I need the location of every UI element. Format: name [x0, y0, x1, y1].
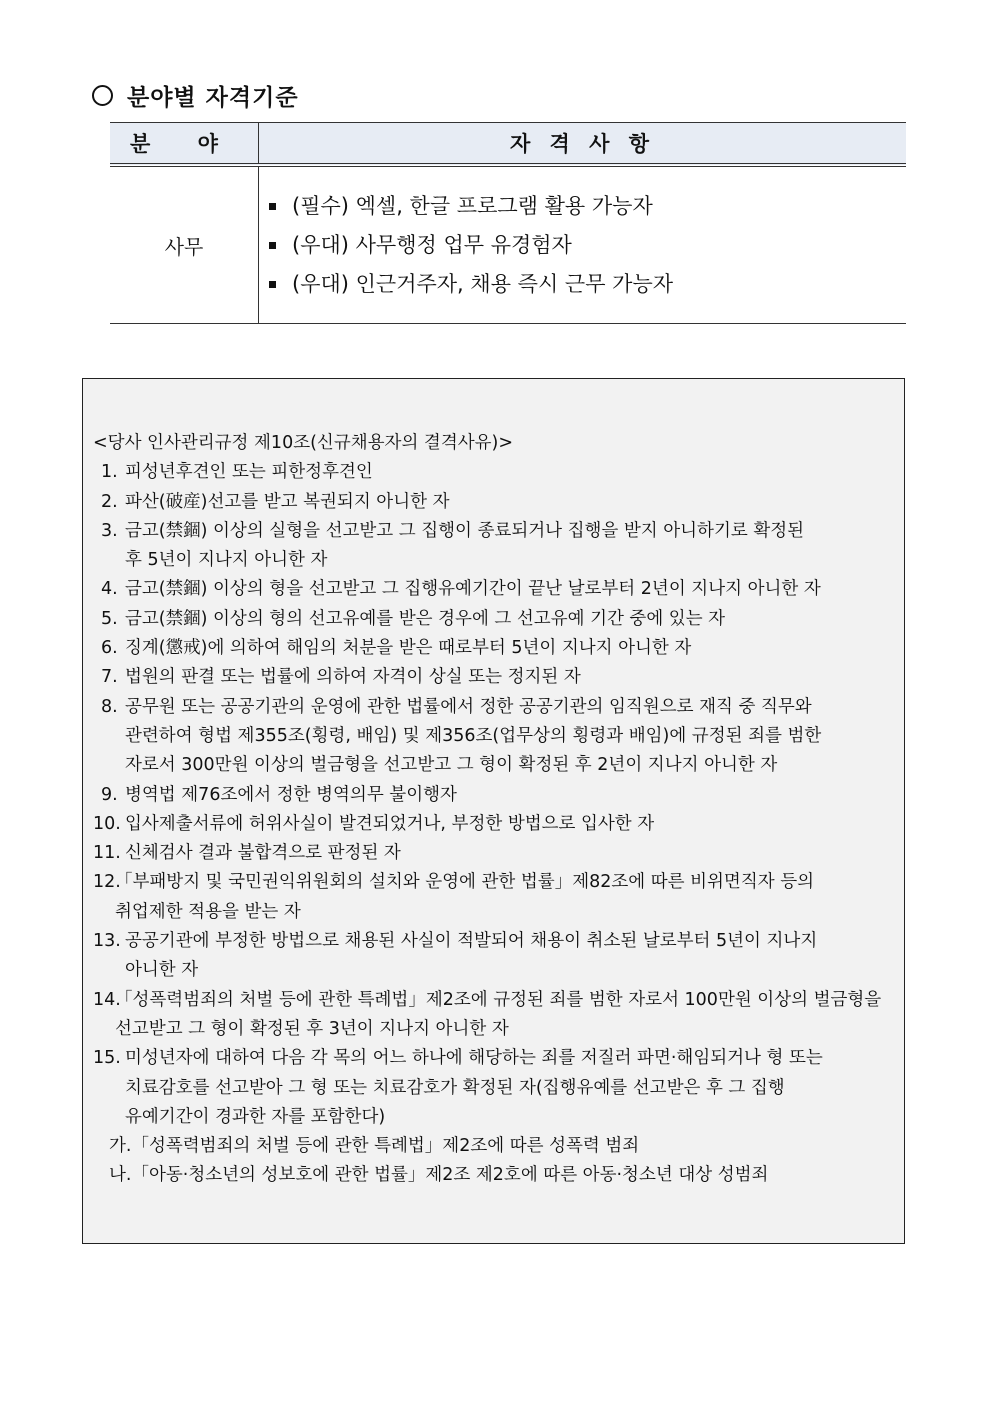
rule-text: 신체검사 결과 불합격으로 판정된 자	[125, 843, 401, 864]
list-item	[93, 575, 896, 604]
rule-number: 13.	[93, 931, 121, 952]
requirements-cell	[259, 165, 907, 324]
list-item	[93, 839, 896, 868]
rule-number: 5.	[101, 608, 118, 629]
rule-number: 4.	[101, 579, 118, 600]
circle-bullet-icon	[92, 85, 113, 106]
rule-text: 피성년후견인 또는 피한정후견인	[125, 462, 373, 483]
square-bullet-icon	[269, 281, 276, 288]
rule-number: 1.	[101, 462, 118, 483]
list-item	[93, 927, 896, 986]
list-item	[93, 458, 896, 487]
header-requirements: 자 격 사 항	[259, 123, 907, 166]
rule-number: 7.	[101, 667, 118, 688]
square-bullet-icon	[269, 203, 276, 210]
rules-list	[93, 458, 896, 1132]
rule-text: 유예기간이 경과한 자를 포함한다)	[125, 1106, 386, 1127]
rule-number: 3.	[101, 520, 118, 541]
rule-number: 15.	[93, 1048, 121, 1069]
requirement-text: (우대) 인근거주자, 채용 즉시 근무 가능자	[292, 271, 674, 296]
list-item	[93, 488, 896, 517]
rule-text: 입사제출서류에 허위사실이 발견되었거나, 부정한 방법으로 입사한 자	[125, 813, 655, 834]
list-item	[93, 693, 896, 781]
rule-text: 관련하여 형법 제355조(횡령, 배임) 및 제356조(업무상의 횡령과 배임)에 규정된 죄를 범한	[125, 725, 822, 746]
qualification-table	[110, 122, 906, 324]
square-bullet-icon	[269, 242, 276, 249]
list-item	[93, 517, 896, 576]
rule-text: 후 5년이 지나지 아니한 자	[125, 550, 328, 571]
list-item	[269, 187, 906, 226]
section-title-text: 분야별 자격기준	[127, 84, 299, 111]
table-row	[110, 165, 906, 324]
requirement-text: (필수) 엑셀, 한글 프로그램 활용 가능자	[292, 193, 653, 218]
list-item	[93, 810, 896, 839]
rule-number: 14.	[93, 989, 121, 1010]
rule-text: 미성년자에 대하여 다음 각 목의 어느 하나에 해당하는 죄를 저질러 파면·해임되거나 형 또는	[125, 1048, 823, 1069]
list-item	[93, 868, 896, 927]
sub-items-list	[93, 1132, 896, 1191]
field-cell: 사무	[110, 165, 259, 324]
list-item	[93, 663, 896, 692]
rule-text: 금고(禁錮) 이상의 형의 선고유예를 받은 경우에 그 선고유예 기간 중에 있는 자	[125, 608, 726, 629]
list-item	[93, 605, 896, 634]
rule-text: 치료감호를 선고받아 그 형 또는 치료감호가 확정된 자(집행유예를 선고받은 후 그 집행	[125, 1077, 785, 1098]
list-item	[269, 265, 906, 304]
section-heading	[92, 78, 299, 112]
rule-text: 자로서 300만원 이상의 벌금형을 선고받고 그 형이 확정된 후 2년이 지나지 아니한 자	[125, 755, 778, 776]
sub-item: 나.「아동·청소년의 성보호에 관한 법률」제2조 제2호에 따른 아동·청소년 대상 성범죄	[109, 1165, 769, 1186]
requirement-text: (우대) 사무행정 업무 유경험자	[292, 232, 572, 257]
rule-text: 징계(懲戒)에 의하여 해임의 처분을 받은 때로부터 5년이 지나지 아니한 자	[125, 638, 692, 659]
rule-text: 아니한 자	[125, 960, 199, 981]
list-item	[93, 781, 896, 810]
rule-text: 「부패방지 및 국민권익위원회의 설치와 운영에 관한 법률」제82조에 따른 비위면직자 등의	[115, 872, 815, 893]
list-item	[93, 986, 896, 1045]
rule-text: 선고받고 그 형이 확정된 후 3년이 지나지 아니한 자	[115, 1018, 509, 1039]
table-header-row	[110, 123, 906, 166]
rule-number: 12.	[93, 872, 121, 893]
rule-text: 공무원 또는 공공기관의 운영에 관한 법률에서 정한 공공기관의 임직원으로 재직 중 직무와	[125, 696, 812, 717]
rule-number: 9.	[101, 784, 118, 805]
rules-title: <당사 인사관리규정 제10조(신규채용자의 결격사유)>	[93, 433, 514, 453]
rule-text: 「성폭력범죄의 처벌 등에 관한 특례법」제2조에 규정된 죄를 범한 자로서 100만원 이상의 벌금형을	[115, 989, 882, 1010]
disqualification-rules-box	[82, 378, 905, 1244]
rule-number: 6.	[101, 638, 118, 659]
list-item	[93, 1044, 896, 1132]
requirements-list	[259, 187, 906, 304]
rule-text: 취업제한 적용을 받는 자	[115, 901, 301, 922]
rule-text: 금고(禁錮) 이상의 실형을 선고받고 그 집행이 종료되거나 집행을 받지 아니하기로 확정된	[125, 520, 805, 541]
rule-text: 병역법 제76조에서 정한 병역의무 불이행자	[125, 784, 457, 805]
rule-text: 금고(禁錮) 이상의 형을 선고받고 그 집행유예기간이 끝난 날로부터 2년이 지나지 아니한 자	[125, 579, 821, 600]
list-item	[269, 226, 906, 265]
header-field: 분 야	[110, 123, 259, 166]
rule-number: 11.	[93, 843, 121, 864]
sub-item: 가.「성폭력범죄의 처벌 등에 관한 특례법」제2조에 따른 성폭력 범죄	[109, 1136, 640, 1157]
list-item	[93, 634, 896, 663]
rule-text: 공공기관에 부정한 방법으로 채용된 사실이 적발되어 채용이 취소된 날로부터 5년이 지나지	[125, 931, 818, 952]
rule-number: 10.	[93, 813, 121, 834]
rule-number: 8.	[101, 696, 118, 717]
rule-text: 파산(破産)선고를 받고 복권되지 아니한 자	[125, 491, 450, 512]
rule-number: 2.	[101, 491, 118, 512]
rule-text: 법원의 판결 또는 법률에 의하여 자격이 상실 또는 정지된 자	[125, 667, 581, 688]
